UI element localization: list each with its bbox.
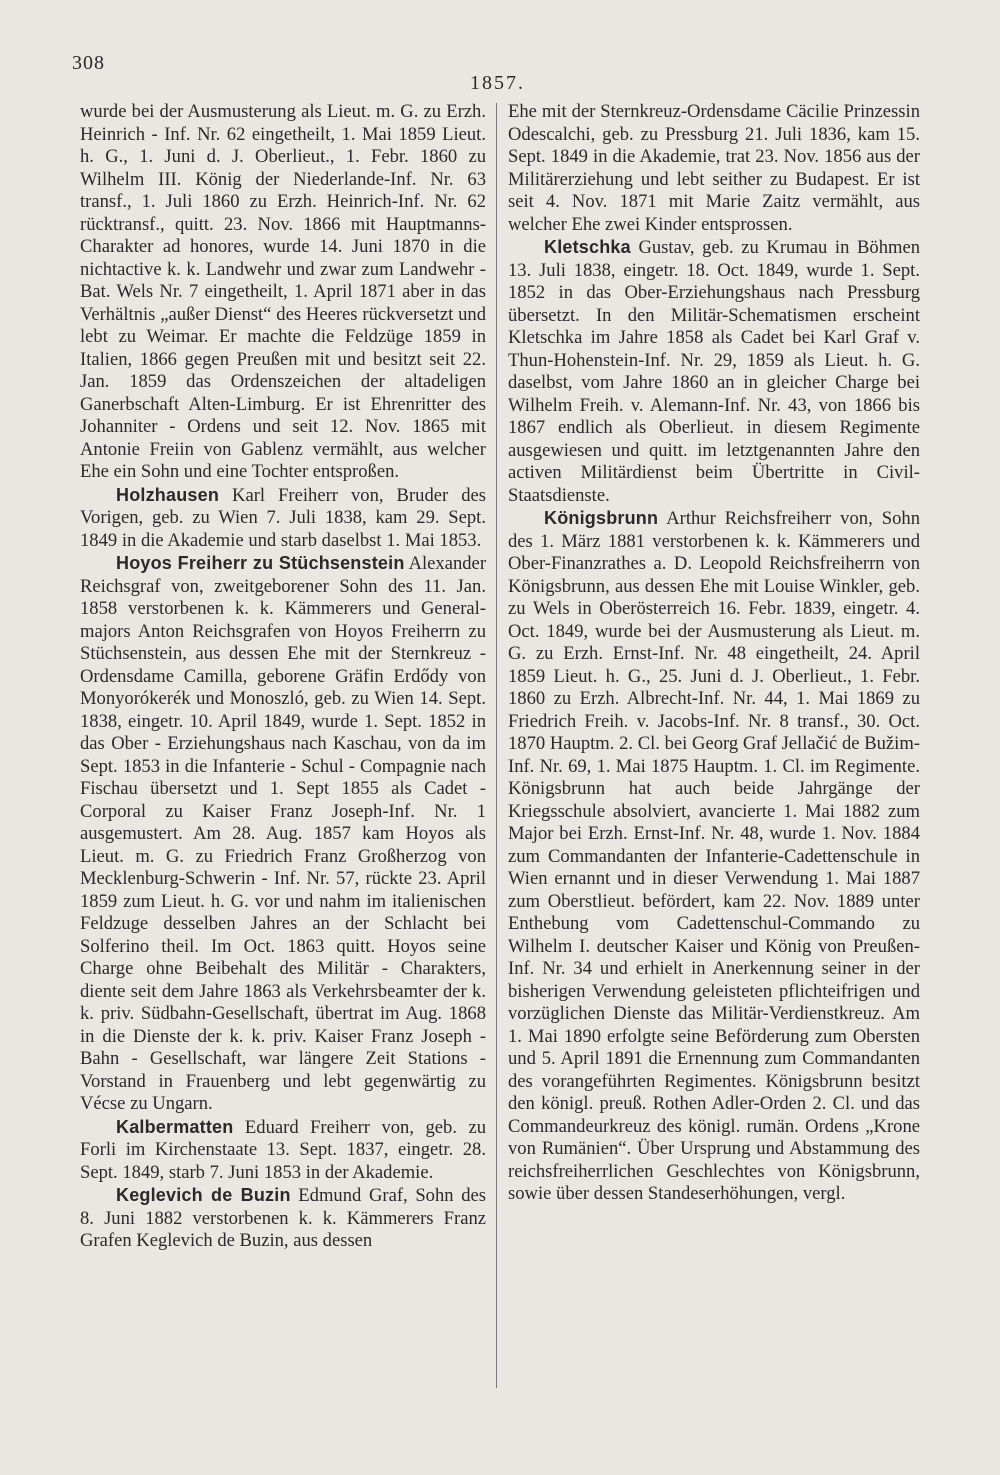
entry-text: Gustav, geb. zu Krumau in Böhmen 13. Juli 1838, eingetr. 18. Oct. 1849, wurde 1. Sept. 1852 in das Ober-Erziehungshaus nach Pressburg übersetzt. In den Militär-Schematismen erscheint Kletschka im Jahre 1858 als Cadet bei Karl Graf v. Thun-Hohenstein-Inf. Nr. 29, 1859 als Lieut. h. G. daselbst, vom Jahre 1860 an in gleicher Charge bei Wilhelm Freih. v. Alemann-Inf. Nr. 43, von 1866 bis 1867 endlich als Oberlieut. in diesem Regimente ausgewiesen und quitt. im letztgenannten Jahre den activen Militärdienst beim Übertritte in Civil-Staatsdienste.	[508, 237, 920, 506]
entry-koenigsbrunn	[508, 507, 920, 1206]
right-column	[508, 101, 920, 1206]
entry-name: Hoyos Freiherr zu Stüchsenstein	[116, 553, 405, 573]
entry-name: Kalbermatten	[116, 1116, 234, 1137]
entry-text: Edmund Graf, Sohn des 8. Juni 1882 verstorbenen k. k. Kämmerers Franz Grafen Keglevich de Buzin, aus dessen	[80, 1185, 486, 1251]
entry-text: Arthur Reichsfreiherr von, Sohn des 1. März 1881 verstorbenen k. k. Kämmerers und Ober-Finanzrathes a. D. Leopold Reichsfreiherrn von Königsbrunn, aus dessen Ehe mit Louise Winkler, geb. zu Wels in Oberösterreich 16. Febr. 1839, eingetr. 4. Oct. 1849, wurde bei der Ausmusterung als Lieut. m. G. zu Erzh. Ernst-Inf. Nr. 48 eingetheilt, 24. April 1859 Lieut. h. G., 25. Juni d. J. Oberlieut., 1. Febr. 1860 zu Erzh. Albrecht-Inf. Nr. 44, 1. Mai 1869 zu Friedrich Freih. v. Jacobs-Inf. Nr. 8 transf., 30. Oct. 1870 Hauptm. 2. Cl. bei Georg Graf Jellačić de Bužim-Inf. Nr. 69, 1. Mai 1875 Hauptm. 1. Cl. im Regimente. Königsbrunn hat auch beide Jahrgänge der Kriegsschule absolviert, avancierte 1. Mai 1882 zum Major bei Erzh. Ernst-Inf. Nr. 48, wurde 1. Nov. 1884 zum Commandanten der Infanterie-Cadettenschule in Wien ernannt und in dieser Verwendung 1. Mai 1887 zum Oberstlieut. befördert, kam 22. Nov. 1889 unter Enthebung vom Cadettenschul-Commando zu Wilhelm I. deutscher Kaiser und König von Preußen-Inf. Nr. 34 und erhielt in Anerkennung seiner in der bisherigen Verwendung geleisteten pflichteifrigen und vorzüglichen Dienste das Militär-Verdienstkreuz. Am 1. Mai 1890 erfolgte seine Beförderung zum Obersten und 5. April 1891 die Ernennung zum Commandanten des vorangeführten Regimentes. Königsbrunn besitzt den königl. preuß. Rothen Adler-Orden 2. Cl. und das Commandeurkreuz des königl. rumän. Ordens „Krone von Rumänien“. Über Ursprung und Abstammung des reichsfreiherrlichen Geschlechtes von Königsbrunn, sowie über dessen Standeserhöhungen, vergl.	[508, 508, 920, 1204]
page-number: 308	[72, 52, 105, 74]
entry-name: Keglevich de Buzin	[116, 1185, 291, 1205]
continuation-paragraph: Ehe mit der Sternkreuz-Ordensdame Cäcilie Prinzessin Odescalchi, geb. zu Pressburg 21. Juli 1836, kam 15. Sept. 1849 in die Akademie, trat 23. Nov. 1856 aus der Militärerziehung und lebt seither zu Budapest. Er ist seit 4. Nov. 1871 mit Marie Zaitz vermählt, aus welcher Ehe zwei Kinder entsprossen.	[508, 101, 920, 235]
entry-kalbermatten	[80, 1116, 486, 1185]
entry-name: Königsbrunn	[544, 508, 659, 528]
entry-name: Kletschka	[544, 237, 631, 257]
column-divider	[496, 103, 497, 1388]
entry-text: Alexander Reichsgraf von, zweitgeborener Sohn des 11. Jan. 1858 verstorbenen k. k. Kämmerers und General-majors Anton Reichsgrafen von Hoyos Freiherrn zu Stüchsenstein, aus dessen Ehe mit der Sternkreuz - Ordensdame Camilla, geborene Gräfin Erdődy von Monyorókerék und Monoszló, geb. zu Wien 14. Sept. 1838, eingetr. 10. April 1849, wurde 1. Sept. 1852 in das Ober - Erziehungshaus nach Kaschau, von da im Sept. 1853 in die Infanterie - Schul - Compagnie nach Fischau übersetzt und 1. Sept 1855 als Cadet - Corporal zu Kaiser Franz Joseph-Inf. Nr. 1 ausgemustert. Am 28. Aug. 1857 kam Hoyos als Lieut. m. G. zu Friedrich Franz Großherzog von Mecklenburg-Schwerin - Inf. Nr. 57, rückte 23. April 1859 zum Lieut. h. G. vor und nahm im italienischen Feldzuge desselben Jahres an der Schlacht bei Solferino theil. Im Oct. 1863 quitt. Hoyos seine Charge ohne Beibehalt des Militär - Charakters, diente seit dem Jahre 1863 als Verkehrsbeamter der k. k. priv. Südbahn-Gesellschaft, übertrat im Aug. 1868 in die Dienste der k. k. priv. Kaiser Franz Joseph - Bahn - Gesellschaft, war längere Zeit Stations - Vorstand in Frauenberg und lebt gegenwärtig zu Vécse zu Ungarn.	[80, 553, 487, 1114]
entry-kletschka	[508, 236, 920, 507]
entry-hoyos	[80, 552, 486, 1116]
entry-holzhausen	[80, 484, 486, 553]
entry-text: Eduard Freiherr von, geb. zu Forli im Kirchenstaate 13. Sept. 1837, eingetr. 28. Sept. 1849, starb 7. Juni 1853 in der Akademie.	[80, 1116, 486, 1183]
entry-name: Holzhausen	[116, 484, 220, 505]
running-header-year: 1857.	[470, 72, 525, 94]
left-column	[80, 101, 486, 1253]
entry-text: Karl Freiherr von, Bruder des Vorigen, geb. zu Wien 7. Juli 1838, kam 29. Sept. 1849 in die Akademie und starb daselbst 1. Mai 1853.	[80, 484, 486, 551]
entry-keglevich	[80, 1184, 486, 1253]
continuation-paragraph: wurde bei der Ausmusterung als Lieut. m. G. zu Erzh. Heinrich - Inf. Nr. 62 eingetheilt, 1. Mai 1859 Lieut. h. G., 1. Juni d. J. Oberlieut., 1. Febr. 1860 zu Wilhelm III. König der Niederlande-Inf. Nr. 63 transf., 1. Juli 1860 zu Erzh. Heinrich-Inf. Nr. 62 rücktransf., quitt. 23. Nov. 1866 mit Hauptmanns-Charakter ad honores, wurde 14. Juni 1870 in die nichtactive k. k. Landwehr und zwar zum Landwehr - Bat. Wels Nr. 7 eingetheilt, 1. April 1871 aber in das Verhältnis „außer Dienst“ des Heeres rückversetzt und lebt zu Weimar. Er machte die Feldzüge 1859 in Italien, 1866 gegen Preußen mit und besitzt seit 22. Jan. 1859 das Ordenszeichen der altadeligen Ganerbschaft Alten-Limburg. Er ist Ehrenritter des Johanniter - Ordens und seit 12. Nov. 1865 mit Antonie Freiin von Gablenz vermählt, aus welcher Ehe ein Sohn und eine Tochter entsproßen.	[80, 101, 486, 482]
